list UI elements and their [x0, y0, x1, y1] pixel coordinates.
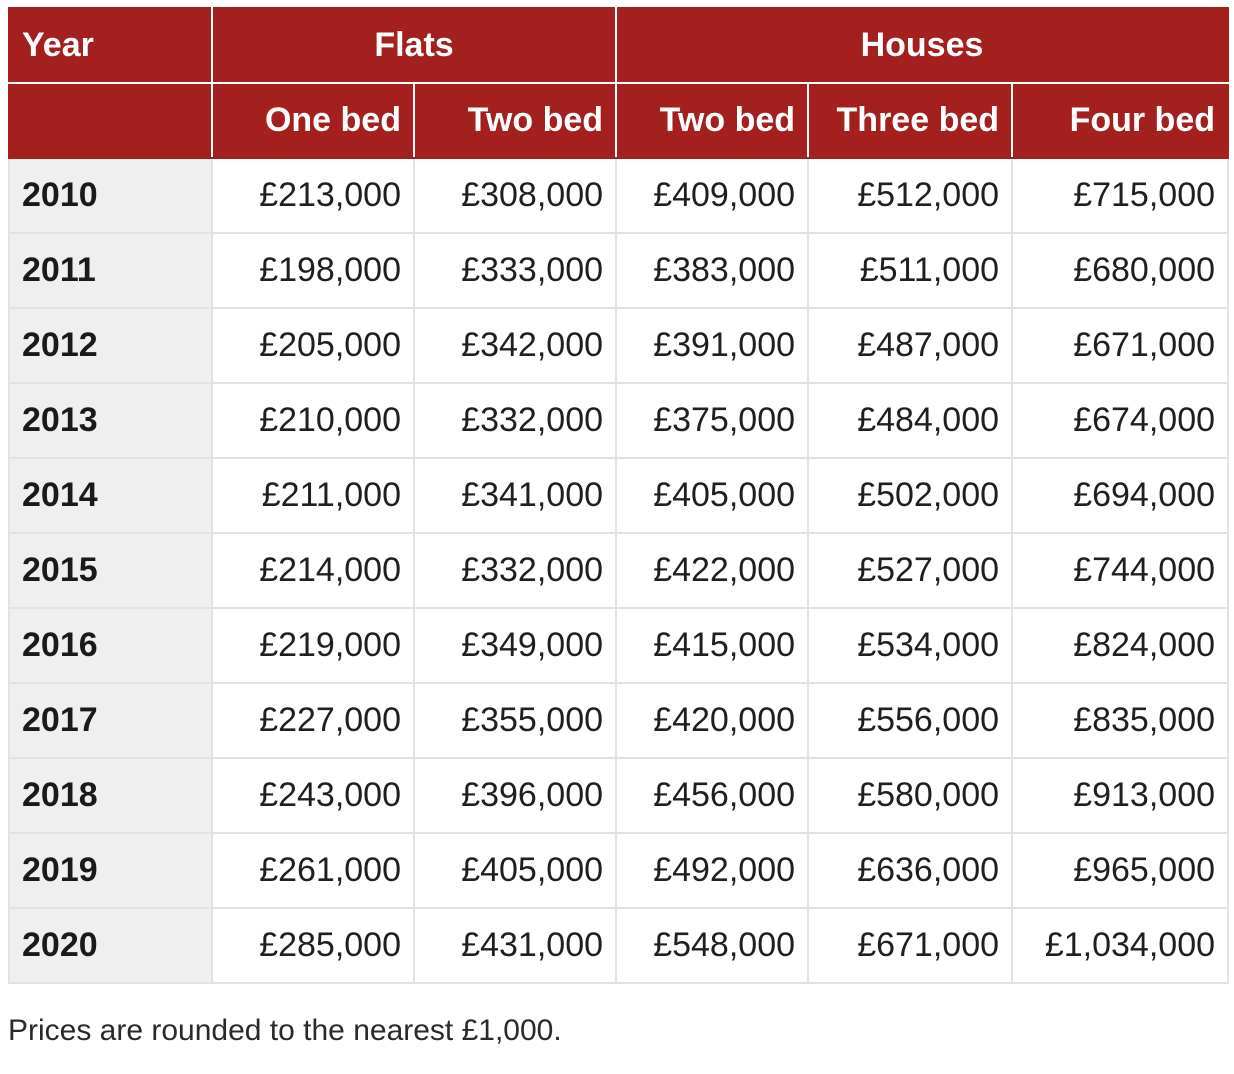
- price-cell-houses-three-bed: £556,000: [808, 683, 1012, 758]
- price-cell-houses-four-bed: £913,000: [1012, 758, 1228, 833]
- price-cell-houses-two-bed: £409,000: [616, 158, 808, 233]
- price-cell-flats-one-bed: £243,000: [212, 758, 414, 833]
- price-cell-houses-three-bed: £512,000: [808, 158, 1012, 233]
- table-row: [9, 308, 1228, 383]
- price-cell-houses-two-bed: £492,000: [616, 833, 808, 908]
- price-cell-houses-three-bed: £527,000: [808, 533, 1012, 608]
- header-group-row: [9, 8, 1228, 83]
- price-cell-flats-two-bed: £431,000: [414, 908, 616, 983]
- price-cell-flats-two-bed: £333,000: [414, 233, 616, 308]
- row-year-cell: 2015: [9, 533, 212, 608]
- row-year-cell: 2012: [9, 308, 212, 383]
- price-cell-flats-one-bed: £211,000: [212, 458, 414, 533]
- price-cell-flats-one-bed: £210,000: [212, 383, 414, 458]
- price-cell-flats-two-bed: £349,000: [414, 608, 616, 683]
- table-row: [9, 758, 1228, 833]
- subheader-flats-one-bed: One bed: [212, 83, 414, 158]
- subheader-houses-two-bed: Two bed: [616, 83, 808, 158]
- subheader-houses-four-bed: Four bed: [1012, 83, 1228, 158]
- price-cell-flats-two-bed: £341,000: [414, 458, 616, 533]
- price-cell-houses-two-bed: £405,000: [616, 458, 808, 533]
- table-row: [9, 158, 1228, 233]
- price-cell-houses-four-bed: £680,000: [1012, 233, 1228, 308]
- table-header: [9, 8, 1228, 158]
- price-cell-houses-three-bed: £484,000: [808, 383, 1012, 458]
- header-subgroup-row: [9, 83, 1228, 158]
- price-cell-houses-two-bed: £375,000: [616, 383, 808, 458]
- houses-group-header: Houses: [616, 8, 1228, 83]
- price-cell-houses-three-bed: £580,000: [808, 758, 1012, 833]
- table-row: [9, 533, 1228, 608]
- price-cell-flats-two-bed: £332,000: [414, 383, 616, 458]
- price-table-container: [8, 7, 1227, 1048]
- price-cell-houses-three-bed: £636,000: [808, 833, 1012, 908]
- price-cell-flats-one-bed: £213,000: [212, 158, 414, 233]
- table-row: [9, 383, 1228, 458]
- price-cell-flats-two-bed: £342,000: [414, 308, 616, 383]
- price-cell-flats-two-bed: £332,000: [414, 533, 616, 608]
- price-cell-houses-four-bed: £824,000: [1012, 608, 1228, 683]
- flats-group-header: Flats: [212, 8, 616, 83]
- row-year-cell: 2016: [9, 608, 212, 683]
- row-year-cell: 2019: [9, 833, 212, 908]
- row-year-cell: 2014: [9, 458, 212, 533]
- price-cell-houses-three-bed: £511,000: [808, 233, 1012, 308]
- price-cell-houses-four-bed: £671,000: [1012, 308, 1228, 383]
- price-cell-houses-three-bed: £487,000: [808, 308, 1012, 383]
- price-cell-flats-two-bed: £308,000: [414, 158, 616, 233]
- price-cell-houses-four-bed: £674,000: [1012, 383, 1228, 458]
- price-cell-houses-three-bed: £534,000: [808, 608, 1012, 683]
- subheader-houses-three-bed: Three bed: [808, 83, 1012, 158]
- row-year-cell: 2020: [9, 908, 212, 983]
- price-cell-houses-four-bed: £715,000: [1012, 158, 1228, 233]
- price-cell-flats-one-bed: £227,000: [212, 683, 414, 758]
- table-row: [9, 608, 1228, 683]
- price-cell-houses-three-bed: £671,000: [808, 908, 1012, 983]
- price-cell-flats-two-bed: £405,000: [414, 833, 616, 908]
- price-cell-flats-two-bed: £355,000: [414, 683, 616, 758]
- price-cell-houses-two-bed: £415,000: [616, 608, 808, 683]
- price-cell-houses-four-bed: £1,034,000: [1012, 908, 1228, 983]
- price-cell-houses-four-bed: £694,000: [1012, 458, 1228, 533]
- table-body: [9, 158, 1228, 983]
- price-cell-flats-one-bed: £285,000: [212, 908, 414, 983]
- table-row: [9, 908, 1228, 983]
- price-cell-houses-two-bed: £391,000: [616, 308, 808, 383]
- price-cell-houses-two-bed: £420,000: [616, 683, 808, 758]
- year-column-header: Year: [9, 8, 212, 83]
- price-cell-flats-two-bed: £396,000: [414, 758, 616, 833]
- price-cell-houses-four-bed: £835,000: [1012, 683, 1228, 758]
- subheader-flats-two-bed: Two bed: [414, 83, 616, 158]
- price-cell-houses-three-bed: £502,000: [808, 458, 1012, 533]
- row-year-cell: 2010: [9, 158, 212, 233]
- price-cell-flats-one-bed: £205,000: [212, 308, 414, 383]
- empty-year-subheader: [9, 83, 212, 158]
- table-row: [9, 458, 1228, 533]
- price-cell-houses-two-bed: £456,000: [616, 758, 808, 833]
- price-cell-houses-four-bed: £744,000: [1012, 533, 1228, 608]
- footnote: Prices are rounded to the nearest £1,000.: [8, 1014, 562, 1047]
- table-row: [9, 833, 1228, 908]
- price-cell-flats-one-bed: £261,000: [212, 833, 414, 908]
- house-price-table: [8, 7, 1229, 984]
- price-cell-houses-two-bed: £422,000: [616, 533, 808, 608]
- price-cell-flats-one-bed: £214,000: [212, 533, 414, 608]
- row-year-cell: 2018: [9, 758, 212, 833]
- price-cell-flats-one-bed: £219,000: [212, 608, 414, 683]
- price-cell-flats-one-bed: £198,000: [212, 233, 414, 308]
- table-row: [9, 233, 1228, 308]
- price-cell-houses-four-bed: £965,000: [1012, 833, 1228, 908]
- table-row: [9, 683, 1228, 758]
- row-year-cell: 2013: [9, 383, 212, 458]
- row-year-cell: 2017: [9, 683, 212, 758]
- row-year-cell: 2011: [9, 233, 212, 308]
- price-cell-houses-two-bed: £548,000: [616, 908, 808, 983]
- price-cell-houses-two-bed: £383,000: [616, 233, 808, 308]
